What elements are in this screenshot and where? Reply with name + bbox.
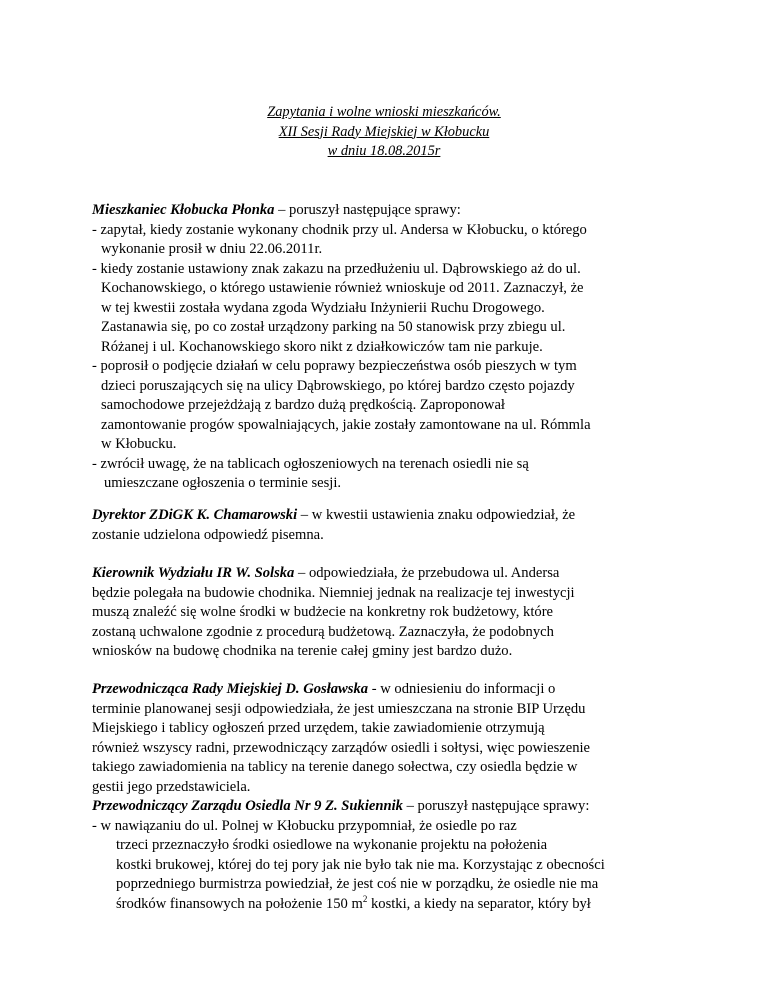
title-line-2: XII Sesji Rady Miejskiej w Kłobucku <box>278 123 490 140</box>
speaker-name: Przewodniczący Zarządu Osiedla Nr 9 Z. Sukiennik <box>92 798 403 814</box>
block4-line: takiego zawiadomienia na tablicy na terenie danego sołectwa, czy osiedla będzie w <box>92 759 578 775</box>
block3-line: muszą znaleźć się wolne środki w budżecie na konkretny rok budżetowy, które <box>92 604 554 620</box>
block1-line: Różanej i ul. Kochanowskiego skoro nikt z działkowiczów tam nie parkuje. <box>101 338 543 355</box>
block1-line: Zastanawia się, po co został urządzony parking na 50 stanowisk przy zbiegu ul. <box>101 319 566 335</box>
title-line-1: Zapytania i wolne wnioski mieszkańców. <box>267 104 501 120</box>
speaker-name: Dyrektor ZDiGK K. Chamarowski <box>92 507 298 523</box>
block4-line: gestii jego przedstawiciela. <box>92 778 251 795</box>
block4-line: Miejskiego i tablicy ogłoszeń przed urzędem, takie zawiadomienie otrzymują <box>92 720 545 736</box>
speaker-name: Kierownik Wydziału IR W. Solska <box>92 565 295 581</box>
block1-line: Kochanowskiego, o którego ustawienie również wnioskuje od 2011. Zaznaczył, że <box>101 280 584 296</box>
block-manager-solska <box>92 564 680 662</box>
block5-line: kostki brukowej, której do tej pory jak nie było tak nie ma. Korzystając z obecności <box>116 856 605 873</box>
block3-line: będzie polegała na budowie chodnika. Niemniej jednak na realizacje tej inwestycji <box>92 584 575 601</box>
block1-line: umieszczane ogłoszenia o terminie sesji. <box>104 475 342 491</box>
block1-line: - zwrócił uwagę, że na tablicach ogłoszeniowych na terenach osiedli nie są <box>92 455 529 472</box>
title-line-3: w dniu 18.08.2015r <box>327 143 441 159</box>
block2-line: zostanie udzielona odpowiedź pisemna. <box>92 526 324 543</box>
block1-line: wykonanie prosił w dniu 22.06.2011r. <box>101 241 323 257</box>
block1-line: samochodowe przejeżdżają z bardzo dużą prędkością. Zaproponował <box>101 397 505 413</box>
block1-line: zamontowanie progów spowalniających, jakie zostały zamontowane na ul. Rómmla <box>101 416 591 433</box>
block1-line: w tej kwestii została wydana zgoda Wydziału Inżynierii Ruchu Drogowego. <box>101 299 545 316</box>
block3-line: wniosków na budowę chodnika na terenie całej gminy jest bardzo dużo. <box>92 643 513 659</box>
block1-line: dzieci poruszających się na ulicy Dąbrowskiego, po której bardzo często pojazdy <box>101 377 575 394</box>
block5-line: środków finansowych na położenie 150 $m^2$ kostki, a kiedy na separator, który był <box>116 893 591 912</box>
block1-line: w Kłobucku. <box>101 436 177 452</box>
block5-line: poprzedniego burmistrza powiedział, że jest coś nie w porządku, że osiedle nie ma <box>116 876 599 892</box>
block-resident-plonka <box>92 201 680 494</box>
block5-line: trzeci przeznaczyło środki osiedlowe na wykonanie projektu na położenia <box>116 837 548 853</box>
block4-line: Przewodnicząca Rady Miejskiej D. Gosławska - w odniesieniu do informacji o <box>92 681 556 697</box>
block1-intro: Mieszkaniec Kłobucka Płonka – poruszył następujące sprawy: <box>92 202 461 218</box>
block3-line: zostaną uchwalone zgodnie z procedurą budżetową. Zaznaczyła, że podobnych <box>92 623 554 640</box>
speaker-name: Mieszkaniec Kłobucka Płonka <box>92 202 275 218</box>
block-chairman-sukiennik <box>92 797 680 914</box>
block-director-chamarowski <box>92 506 680 545</box>
document-title <box>0 103 768 162</box>
block2-line: Dyrektor ZDiGK K. Chamarowski – w kwestii ustawienia znaku odpowiedział, że <box>92 507 576 523</box>
block4-line: terminie planowanej sesji odpowiedziała, że jest umieszczana na stronie BIP Urzędu <box>92 700 586 717</box>
block1-line: - zapytał, kiedy zostanie wykonany chodnik przy ul. Andersa w Kłobucku, o którego <box>92 221 587 238</box>
block3-line: Kierownik Wydziału IR W. Solska – odpowiedziała, że przebudowa ul. Andersa <box>92 565 560 581</box>
block4-line: również wszyscy radni, przewodniczący zarządów osiedli i sołtysi, więc powieszenie <box>92 739 591 756</box>
block-chairwoman-goslawska <box>92 680 680 797</box>
block1-line: - poprosił o podjęcie działań w celu poprawy bezpieczeństwa osób pieszych w tym <box>92 358 577 374</box>
block5-line: - w nawiązaniu do ul. Polnej w Kłobucku przypomniał, że osiedle po raz <box>92 817 517 834</box>
speaker-name: Przewodnicząca Rady Miejskiej D. Gosławska <box>92 681 369 697</box>
block5-intro: Przewodniczący Zarządu Osiedla Nr 9 Z. Sukiennik – poruszył następujące sprawy: <box>92 798 590 814</box>
block1-line: - kiedy zostanie ustawiony znak zakazu na przedłużeniu ul. Dąbrowskiego aż do ul. <box>92 260 581 277</box>
